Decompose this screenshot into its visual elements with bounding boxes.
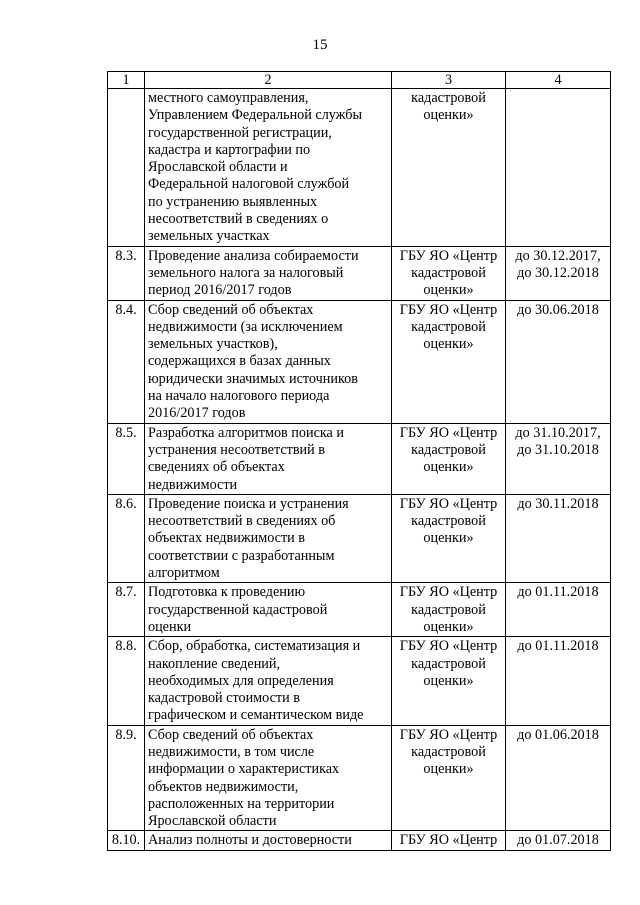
responsible-party: ГБУ ЯО «Центр кадастровой оценки» bbox=[392, 423, 506, 494]
responsible-party: ГБУ ЯО «Центр кадастровой оценки» bbox=[392, 246, 506, 300]
action-description: Проведение поиска и устранения несоответствий в сведениях об объектах недвижимости в соответствии с разработанным алгоритмом bbox=[145, 494, 392, 582]
responsible-party: ГБУ ЯО «Центр кадастровой оценки» bbox=[392, 725, 506, 831]
item-number: 8.6. bbox=[108, 494, 145, 582]
table-row bbox=[108, 423, 611, 494]
table-header-row bbox=[108, 72, 611, 89]
header-col-2: 2 bbox=[145, 72, 392, 89]
header-col-1: 1 bbox=[108, 72, 145, 89]
action-description: местного самоуправления, Управлением Федеральной службы государственной регистрации, кадастра и картографии по Ярославской области и Федеральной налоговой службой по устранению выявленных несоответствий в сведениях о земельных участках bbox=[145, 89, 392, 247]
item-number: 8.10. bbox=[108, 831, 145, 850]
page-number: 15 bbox=[312, 37, 328, 53]
action-plan-table bbox=[107, 71, 611, 851]
action-description: Сбор, обработка, систематизация и накопление сведений, необходимых для определения кадастровой стоимости в графическом и семантическом виде bbox=[145, 637, 392, 725]
table-row bbox=[108, 89, 611, 247]
table-row bbox=[108, 637, 611, 725]
responsible-party: ГБУ ЯО «Центр кадастровой оценки» bbox=[392, 583, 506, 637]
action-description: Разработка алгоритмов поиска и устранения несоответствий в сведениях об объектах недвижимости bbox=[145, 423, 392, 494]
deadline: до 01.06.2018 bbox=[506, 725, 611, 831]
deadline: до 01.11.2018 bbox=[506, 637, 611, 725]
deadline: до 01.07.2018 bbox=[506, 831, 611, 850]
action-description: Подготовка к проведению государственной кадастровой оценки bbox=[145, 583, 392, 637]
responsible-party: кадастровой оценки» bbox=[392, 89, 506, 247]
deadline: до 01.11.2018 bbox=[506, 583, 611, 637]
header-col-4: 4 bbox=[506, 72, 611, 89]
action-description: Анализ полноты и достоверности bbox=[145, 831, 392, 850]
table-row bbox=[108, 831, 611, 850]
deadline: до 30.06.2018 bbox=[506, 300, 611, 423]
table-row bbox=[108, 725, 611, 831]
responsible-party: ГБУ ЯО «Центр кадастровой оценки» bbox=[392, 637, 506, 725]
item-number: 8.5. bbox=[108, 423, 145, 494]
responsible-party: ГБУ ЯО «Центр кадастровой оценки» bbox=[392, 494, 506, 582]
item-number bbox=[108, 89, 145, 247]
responsible-party: ГБУ ЯО «Центр bbox=[392, 831, 506, 850]
table-row bbox=[108, 583, 611, 637]
action-description: Сбор сведений об объектах недвижимости, в том числе информации о характеристиках объектов недвижимости, расположенных на территории Ярославской области bbox=[145, 725, 392, 831]
item-number: 8.3. bbox=[108, 246, 145, 300]
action-description: Проведение анализа собираемости земельного налога за налоговый период 2016/2017 годов bbox=[145, 246, 392, 300]
item-number: 8.9. bbox=[108, 725, 145, 831]
header-col-3: 3 bbox=[392, 72, 506, 89]
table-row bbox=[108, 494, 611, 582]
deadline: до 31.10.2017, до 31.10.2018 bbox=[506, 423, 611, 494]
table-row bbox=[108, 300, 611, 423]
deadline: до 30.11.2018 bbox=[506, 494, 611, 582]
table-row bbox=[108, 246, 611, 300]
responsible-party: ГБУ ЯО «Центр кадастровой оценки» bbox=[392, 300, 506, 423]
item-number: 8.7. bbox=[108, 583, 145, 637]
action-description: Сбор сведений об объектах недвижимости (за исключением земельных участков), содержащихся в базах данных юридически значимых источников на начало налогового периода 2016/2017 годов bbox=[145, 300, 392, 423]
deadline bbox=[506, 89, 611, 247]
deadline: до 30.12.2017, до 30.12.2018 bbox=[506, 246, 611, 300]
item-number: 8.8. bbox=[108, 637, 145, 725]
item-number: 8.4. bbox=[108, 300, 145, 423]
